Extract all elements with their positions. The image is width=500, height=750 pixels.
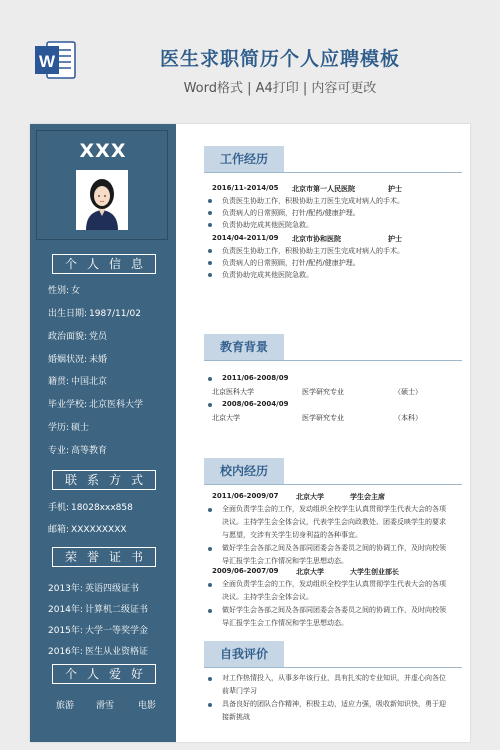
honor-item: 2014年: 计算机二级证书 (48, 605, 148, 615)
bullet-dot (208, 703, 212, 707)
resume-main (176, 124, 470, 742)
hobby-item: 滑雪 (96, 701, 115, 711)
edu-school: 北京医科大学 (212, 388, 254, 396)
edu-school: 北京大学 (212, 414, 240, 422)
bullet-dot (208, 223, 212, 227)
honor-item: 2013年: 英语四级证书 (48, 584, 139, 594)
job-bullet: 负责医生协助工作，积极协助主刀医生完成对病人的手术。 (222, 247, 404, 255)
job-role: 护士 (388, 235, 402, 243)
info-major: 专业: 高等教育 (48, 446, 108, 456)
resume-sidebar (30, 124, 176, 742)
bullet-dot (208, 199, 212, 203)
campus-period: 2009/06-2007/09 (212, 567, 279, 575)
resume-sheet (30, 124, 470, 742)
campus-role: 大学生创业部长 (350, 568, 399, 576)
campus-org: 北京大学 (296, 568, 324, 576)
avatar (76, 170, 128, 230)
bullet-dot (208, 261, 212, 265)
divider (204, 667, 462, 668)
campus-bullet: 做好学生会各部之间及各部同团委会各委员之间的协调工作，及时向校领导汇报学生会工作情况和学生思想动态。 (222, 544, 446, 565)
self-eval-bullet: 具备良好的团队合作精神，积极主动，适应力强，吸收新知识快，勇于迎接新挑战 (222, 700, 446, 721)
edu-major: 医学研究专业 (302, 388, 344, 396)
education-heading: 教育背景 (204, 334, 284, 360)
campus-bullet: 全面负责学生会的工作，发动组织全校学生认真贯彻学生代表大会的各项决议。主持学生会全体会议，代表学生会向政教处、团委反映学生的要求与愿望，交涉有关学生切身利益的各种事宜。 (222, 505, 446, 539)
personal-info-heading: 个人信息 (52, 254, 156, 274)
contact-heading: 联系方式 (52, 470, 156, 490)
bullet-dot (208, 249, 212, 253)
job-bullet: 负责病人的日常照顾，打针/配药/健康护理。 (222, 209, 360, 217)
hobby-item: 旅游 (56, 701, 75, 711)
divider (204, 172, 462, 173)
bullet-dot (208, 547, 212, 551)
campus-heading: 校内经历 (204, 458, 284, 484)
info-school: 毕业学校: 北京医科大学 (48, 400, 144, 410)
word-icon-letter: W (38, 52, 56, 71)
divider (204, 484, 462, 485)
self-eval-heading: 自我评价 (204, 641, 284, 667)
info-birthdate: 出生日期: 1987/11/02 (48, 309, 141, 319)
hobby-item: 电影 (138, 701, 157, 711)
campus-role: 学生会主席 (350, 493, 385, 501)
info-political: 政治面貌: 党员 (48, 332, 108, 342)
info-gender: 性别: 女 (48, 286, 81, 296)
work-heading: 工作经历 (204, 146, 284, 172)
info-hometown: 籍贯: 中国北京 (48, 377, 108, 387)
edu-period: 2008/06-2004/09 (222, 400, 289, 408)
campus-period: 2011/06-2009/07 (212, 492, 279, 500)
edu-major: 医学研究专业 (302, 414, 344, 422)
contact-phone: 手机: 18028xxx858 (48, 503, 133, 513)
honor-item: 2015年: 大学一等奖学金 (48, 626, 148, 636)
job-period: 2016/11-2014/05 (212, 184, 279, 192)
honor-item: 2016年: 医生从业资格证 (48, 647, 148, 657)
page-subtitle: Word格式 | A4打印 | 内容可更改 (183, 81, 377, 96)
bullet-dot (208, 403, 212, 407)
edu-degree: （本科） (394, 414, 422, 422)
job-bullet: 负责医生协助工作，积极协助主刀医生完成对病人的手术。 (222, 197, 404, 205)
job-bullet: 负责病人的日常照顾，打针/配药/健康护理。 (222, 259, 360, 267)
word-document-icon (33, 40, 77, 80)
edu-degree: （硕士） (394, 388, 422, 396)
campus-org: 北京大学 (296, 493, 324, 501)
honors-heading: 荣誉证书 (52, 547, 156, 567)
job-bullet: 负责协助完成其他医院急救。 (222, 271, 313, 279)
campus-bullet: 做好学生会各部之间及各部同团委会各委员之间的协调工作，及时向校领导汇报学生会工作情况和学生思想动态。 (222, 606, 446, 627)
edu-period: 2011/06-2008/09 (222, 374, 289, 382)
job-org: 北京市协和医院 (292, 235, 341, 243)
bullet-dot (208, 583, 212, 587)
job-org: 北京市第一人民医院 (292, 185, 355, 193)
job-bullet: 负责协助完成其他医院急救。 (222, 221, 313, 229)
bullet-dot (208, 508, 212, 512)
bullet-dot (208, 273, 212, 277)
info-marital: 婚姻状况: 未婚 (48, 355, 108, 365)
info-degree: 学历: 硕士 (48, 423, 90, 433)
page-title: 医生求职简历个人应聘模板 (159, 48, 400, 70)
bullet-dot (208, 377, 212, 381)
job-period: 2014/04-2011/09 (212, 234, 279, 242)
campus-bullet: 全面负责学生会的工作，发动组织全校学生认真贯彻学生代表大会的各项决议。主持学生会全体会议。 (222, 580, 446, 601)
bullet-dot (208, 677, 212, 681)
hobbies-heading: 个人爱好 (52, 664, 156, 684)
self-eval-bullet: 对工作热情投入，从事多年该行业，具有扎实的专业知识，并虚心向各位前辈门学习 (222, 674, 446, 695)
bullet-dot (208, 609, 212, 613)
divider (204, 360, 462, 361)
job-role: 护士 (388, 185, 402, 193)
candidate-name: XXX (79, 140, 127, 162)
bullet-dot (208, 211, 212, 215)
contact-email: 邮箱: XXXXXXXXX (48, 525, 127, 535)
